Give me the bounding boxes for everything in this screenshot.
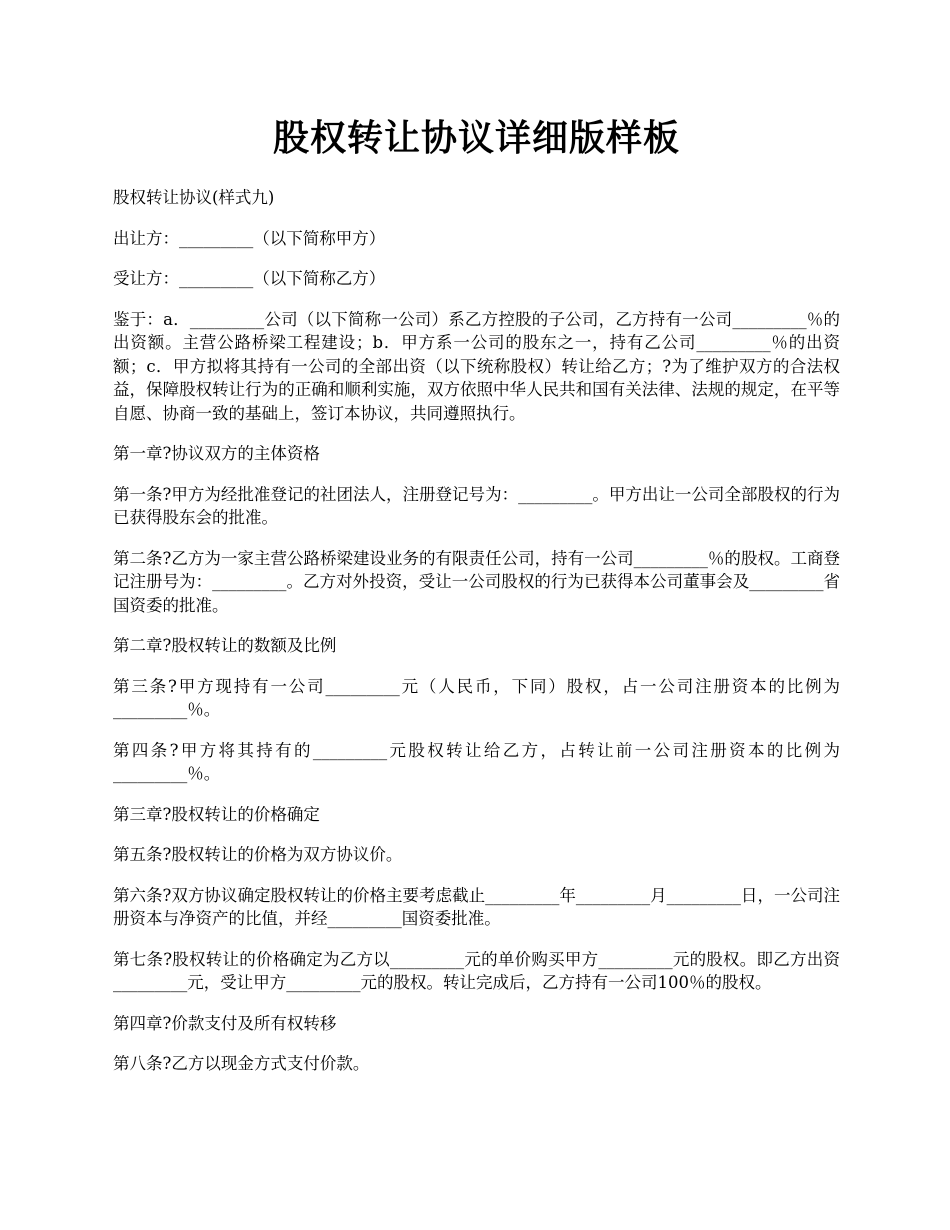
article-5-paragraph: 第五条?股权转让的价格为双方协议价。 bbox=[113, 845, 403, 864]
whereas-paragraph: 鉴于：a．_________公司（以下简称一公司）系乙方控股的子公司，乙方持有一公司_________％的出资额。主营公路桥梁工程建设；b．甲方系一公司的股东之一，持有乙公司_________％的出资额；c．甲方拟将其持有一公司的全部出资（以下统称股权）转让给乙方；?为了维护双方的合法权益，保障股权转让行为的正确和顺利实施，双方依照中华人民共和国有关法律、法规的规定，在平等自愿、协商一致的基础上，签订本协议，共同遵照执行。 bbox=[113, 309, 840, 423]
chapter-1-heading: 第一章?协议双方的主体资格 bbox=[113, 444, 320, 463]
subtitle-paragraph: 股权转让协议(样式九) bbox=[113, 188, 275, 207]
chapter-2-heading: 第二章?股权转让的数额及比例 bbox=[113, 636, 337, 655]
transferor-paragraph: 出让方：_________（以下简称甲方） bbox=[113, 228, 386, 248]
article-4-paragraph: 第四条?甲方将其持有的_________元股权转让给乙方，占转让前一公司注册资本的比例为_________％。 bbox=[113, 740, 840, 783]
chapter-4-heading: 第四章?价款支付及所有权转移 bbox=[113, 1013, 337, 1033]
article-1-paragraph: 第一条?甲方为经批准登记的社团法人，注册登记号为：_________。甲方出让一公司全部股权的行为已获得股东会的批准。 bbox=[113, 484, 840, 527]
transferee-paragraph: 受让方：_________（以下简称乙方） bbox=[113, 269, 386, 288]
document-page bbox=[113, 108, 840, 1093]
article-8-paragraph: 第八条?乙方以现金方式支付价款。 bbox=[113, 1054, 370, 1073]
article-3-paragraph: 第三条?甲方现持有一公司_________元（人民币，下同）股权，占一公司注册资本的比例为_________％。 bbox=[113, 676, 840, 719]
article-7-paragraph: 第七条?股权转让的价格确定为乙方以_________元的单价购买甲方_________元的股权。即乙方出资_________元，受让甲方_________元的股权。转让完成后，乙方持有一公司100％的股权。 bbox=[113, 949, 840, 992]
article-2-paragraph: 第二条?乙方为一家主营公路桥梁建设业务的有限责任公司，持有一公司_________％的股权。工商登记注册号为：_________。乙方对外投资，受让一公司股权的行为已获得本公司董事会及_________省国资委的批准。 bbox=[113, 548, 840, 615]
article-6-paragraph: 第六条?双方协议确定股权转让的价格主要考虑截止_________年_________月_________日，一公司注册资本与净资产的比值，并经_________国资委批准。 bbox=[113, 885, 840, 928]
document-title: 股权转让协议详细版样板 bbox=[272, 117, 680, 159]
chapter-3-heading: 第三章?股权转让的价格确定 bbox=[113, 804, 320, 824]
